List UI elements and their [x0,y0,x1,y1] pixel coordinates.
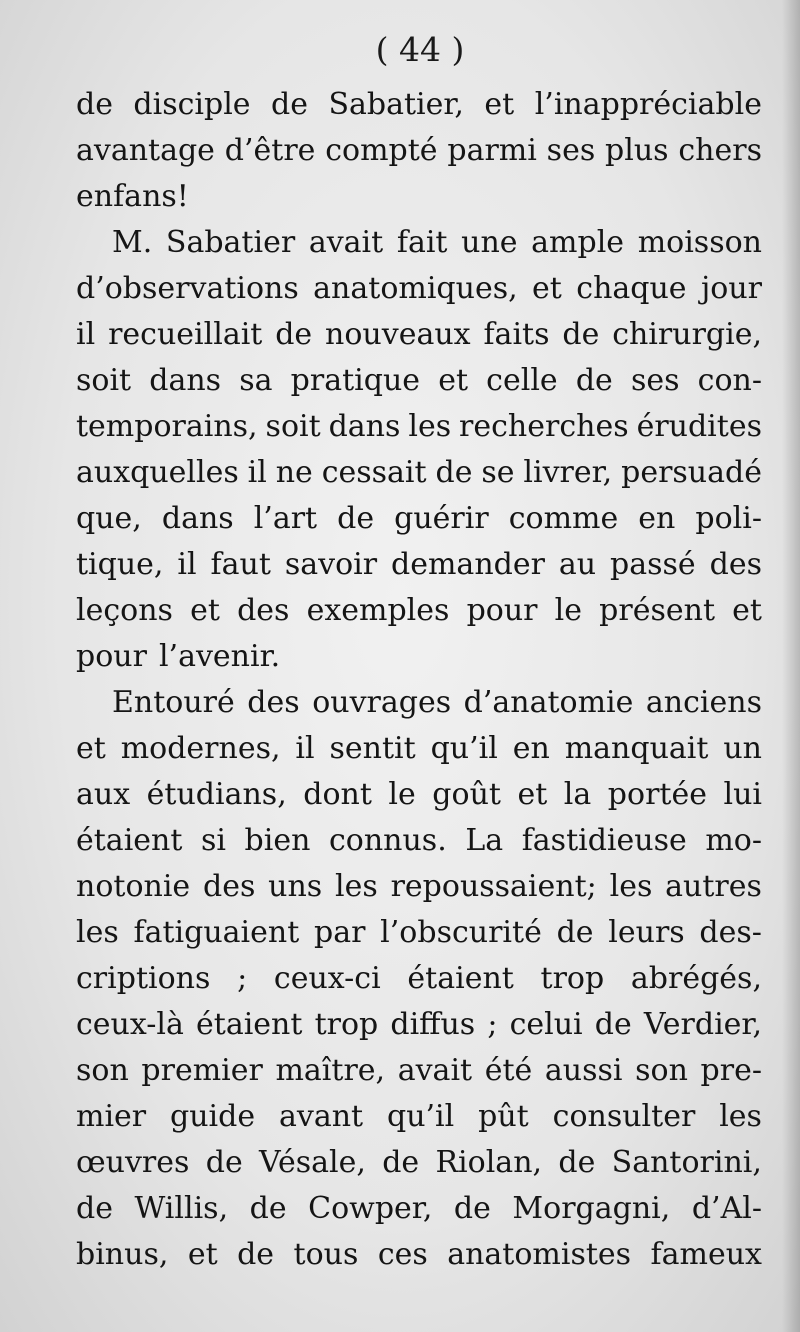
text-line: M. Sabatier avait fait une ample moisson [112,225,762,260]
text-line: criptions ; ceux-ci étaient trop abrégés, [76,961,762,996]
text-line: tique, il faut savoir demander au passé des [76,547,762,582]
text-line: notonie des uns les repoussaient; les autres [76,869,762,904]
text-line: son premier maître, avait été aussi son pre- [76,1053,762,1088]
text-line: les fatiguaient par l’obscurité de leurs des- [76,915,762,950]
text-line: et modernes, il sentit qu’il en manquait un [76,731,762,766]
text-line: ceux-là étaient trop diffus ; celui de Verdier, [76,1007,762,1042]
text-line: mier guide avant qu’il pût consulter les [76,1099,762,1134]
text-line: de Willis, de Cowper, de Morgagni, d’Al- [76,1191,762,1226]
body-text [76,82,762,1278]
text-line: avantage d’être compté parmi ses plus chers [76,133,762,168]
text-line: d’observations anatomiques, et chaque jour [76,271,762,306]
text-line: pour l’avenir. [76,639,281,674]
text-line: étaient si bien connus. La fastidieuse mo- [76,823,762,858]
text-line: soit dans sa pratique et celle de ses con- [76,363,762,398]
text-line: œuvres de Vésale, de Riolan, de Santorini, [76,1145,762,1180]
text-line: aux étudians, dont le goût et la portée lui [76,777,762,812]
text-line: leçons et des exemples pour le présent et [76,593,762,628]
page-edge-shadow [782,0,800,1332]
text-line: que, dans l’art de guérir comme en poli- [76,501,762,536]
text-line: binus, et de tous ces anatomistes fameux [76,1237,762,1272]
text-line: il recueillait de nouveaux faits de chirurgie, [76,317,762,352]
text-line: temporains, soit dans les recherches érudites [76,409,762,444]
text-line: Entouré des ouvrages d’anatomie anciens [112,685,762,720]
page-number: ( 44 ) [375,30,465,69]
text-line: de disciple de Sabatier, et l’inappréciable [76,87,762,122]
text-line: enfans! [76,179,189,214]
text-line: auxquelles il ne cessait de se livrer, persuadé [76,455,762,490]
